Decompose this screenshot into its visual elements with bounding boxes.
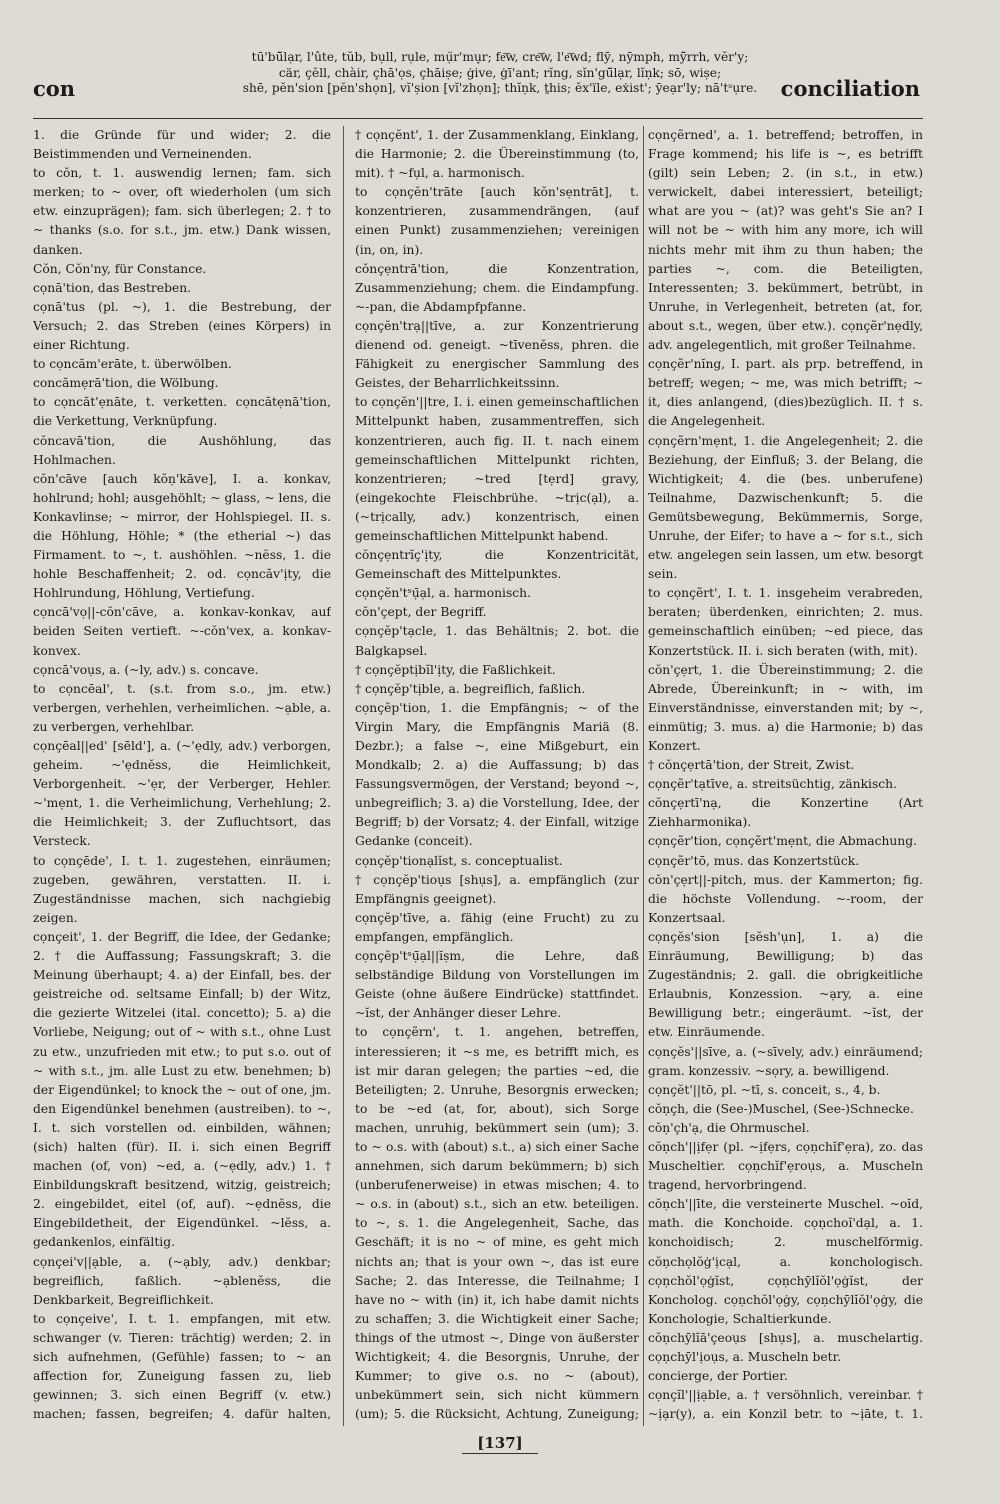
- dictionary-entry: cŏnçẹntrĭç'ịty, die Konzentricität, Gemeinschaft des Mittelpunktes.: [355, 548, 639, 582]
- dictionary-entry: Cŏn, Cŏn'ny, für Constance.: [33, 261, 207, 276]
- dictionary-entry: to cọnçẽrn', t. 1. angehen, betreffen, interessieren; it ~s me, es betrifft mich, es ist mir daran gelegen; the parties ~ed, die Beteiligten; 2. Unruhe, Besorgnis erwecken; to be ~ed (at, for, about), sich Sorge machen, unruhig, bekümmert sein (um); 3. to ~ o.s. with (about) s.t., a) sich einer Sache annehmen, sich darum bekümmern; b) sich (unberufenerweise) in etwas mischen; 4. to ~ o.s. in (about) s.t., sich an etw. beteiligen. to ~, s. 1. die Angelegenheit, Sache, das Geschäft; it is no ~ of mine, es geht mich nichts an; that is your own ~, das ist eure Sache; 2. das Interesse, die Teilnahme; I have no ~ with (in) it, ich habe damit nichts zu schaffen; 3. die Wichtigkeit einer Sache; things of the utmost ~, Dinge von äußerster Wichtigkeit; 4. die Besorgnis, Unruhe, der Kummer; to give o.s. no ~ (about), unbekümmert sein, sich nicht kümmern (um); 5. die Rücksicht, Achtung, Zuneigung;: [355, 1025, 639, 1422]
- column-divider-2: [643, 126, 644, 1426]
- dictionary-entry: cọnçĕs'sion [sĕsh'ụn], 1. a) die Einräumung, Bewilligung; b) das Zugeständnis; 2. gall. die obrigkeitliche Erlaubnis, Konzession. ~ạry, a. eine Bewilligung betr.; eingeräumt. ~ĭst, der etw. Einräumende.: [648, 929, 923, 1040]
- dictionary-entry: cŏnçẹntrā'tion, die Konzentration, Zusammenziehung; chem. die Eindampfung. ~-pan, die Abdampfpfanne.: [355, 261, 639, 314]
- dictionary-entry: cọnçĕp'tạcle, 1. das Behältnis; 2. bot. die Balgkapsel.: [355, 624, 639, 658]
- dictionary-entry: to cọnçĕn'trāte [auch kŏn'sẹntrāt], t. konzentrieren, zusammendrängen, (auf einen Punkt) zusammenziehen; vereinigen (in, on, in).: [355, 185, 639, 257]
- dictionary-entry: † cọnçĕnt', 1. der Zusammenklang, Einklang, die Harmonie; 2. die Übereinstimmung (to, mit). † ~fụl, a. harmonisch.: [355, 128, 639, 181]
- dictionary-entry: † cọnçĕp'tioụs [shụs], a. empfänglich (zur Empfängnis geeignet).: [355, 872, 639, 906]
- dictionary-entry: cọnçĭl'||ịạble, a. † versöhnlich, vereinbar. † ~ịạr(y), a. ein Konzil betr. to ~ịāte, t. 1.: [648, 1388, 923, 1422]
- dictionary-entry: cọnçẽr'tạtīve, a. streitsüchtig, zänkisch.: [648, 777, 897, 792]
- dictionary-entry: cọnçĕn'tˢụ̄ạl, a. harmonisch.: [355, 586, 531, 601]
- dictionary-entry: cọnçēal||ed' [sēld'], a. (~'ẹdly, adv.) verborgen, geheim. ~'ẹdnĕss, die Heimlichkeit, Verborgenheit. ~'ẹr, der Verberger, Hehler. ~'mẹnt, 1. die Verheimlichung, Verhehlung; 2. die Heimlichkeit; 3. der Zufluchtsort, das Versteck.: [33, 739, 331, 849]
- dictionary-entry: cọnçĕp'tion, 1. die Empfängnis; ~ of the Virgin Mary, die Empfängnis Mariä (8. Dezbr.); a false ~, eine Mißgeburt, ein Mondkalb; 2. a) die Auffassung; b) das Fassungsvermögen, der Verstand; beyond ~, unbegreiflich; 3. a) die Vorstellung, Idee, der Begriff; b) der Vorsatz; 4. der Einfall, witzige Gedanke (conceit).: [355, 700, 639, 849]
- dictionary-entry: cọnçẽrn'mẹnt, 1. die Angelegenheit; 2. die Beziehung, der Einfluß; 3. der Belang, die Wichtigkeit; 4. die (bes. unberufene) Teilnahme, Dazwischenkunft; 5. die Gemütsbewegung, Bekümmernis, Sorge, Unruhe, der Eifer; to have a ~ for s.t., sich etw. angelegen sein lassen, um etw. besorgt sein.: [648, 433, 923, 582]
- dictionary-entry: cọnçĕp'tˢụ̄ạl||ĭṣm, die Lehre, daß selbständige Bildung von Vorstellungen im Geiste (ohne äußere Eindrücke) stattfindet. ~ĭst, der Anhänger dieser Lehre.: [355, 949, 639, 1021]
- column-divider-1: [343, 126, 344, 1426]
- dictionary-entry: to cọnçeive', I. t. 1. empfangen, mit etw. schwanger (v. Tieren: trächtig) werden; 2. in sich aufnehmen, (Gefühle) fassen; to ~ an affection for, Zuneigung fassen zu, lieb gewinnen; 3. sich einen Begriff (v. etw.) machen; fassen, begreifen; 4. dafür halten,: [33, 1311, 331, 1422]
- dictionary-entry: cọnçei'v||ạble, a. (~ạbly, adv.) denkbar; begreiflich, faßlich. ~ạblenĕss, die Denkbarkeit, Begreiflichkeit.: [33, 1254, 331, 1307]
- dictionary-entry: cọnçẽr'tō, mus. das Konzertstück.: [648, 853, 860, 868]
- pronunciation-line-2: cär, çĕll, chàir, çhā'ọs, çhāiṣe; ġive, ġī'ant; rĭng, sĭn'gū̆lạr, lĭṇk; sō, wiṣe;: [278, 65, 722, 80]
- dictionary-entry: cŏn'çẹrt, 1. die Übereinstimmung; 2. die Abrede, Übereinkunft; in ~ with, im Einverständnisse, einverstanden mit; by ~, einmütig; 3. mus. a) die Harmonie; b) das Konzert.: [648, 662, 923, 753]
- dictionary-entry: cọnçĕp'tionạlĭst, s. conceptualist.: [355, 853, 563, 868]
- dictionary-entry: cọncā'voụs, a. (~ly, adv.) s. concave.: [33, 662, 259, 677]
- dictionary-entry: † cŏnçẹrtā'tion, der Streit, Zwist.: [648, 758, 855, 773]
- page-number: [137]: [477, 1434, 523, 1452]
- page-number-underline: [462, 1453, 538, 1454]
- dictionary-entry: cŏn'çept, der Begriff.: [355, 605, 487, 620]
- header-rule: [33, 118, 923, 119]
- dictionary-entry: cọnçẽr'tion, cọnçẽrt'mẹnt, die Abmachung.: [648, 834, 918, 849]
- dictionary-entry: to cọnçĕn'||tre, I. i. einen gemeinschaftlichen Mittelpunkt haben, zusammentreffen, sich konzentrieren, auch fig. II. t. nach einem gemeinschaftlichen Mittelpunkt richten, konzentrieren; ~tred [tẹrd] gravy, (eingekochte Fleischbrühe. ~trịc(ạl), a. (~trịcally, adv.) konzentrisch, einen gemeinschaftlichen Mittelpunkt habend.: [355, 395, 639, 543]
- header-right-word: conciliation: [780, 76, 920, 101]
- dictionary-entry: cŏṇ'çh'ạ, die Ohrmuschel.: [648, 1120, 810, 1135]
- pronunciation-line-1: tū'bū̆lạr, l'ûte, tŭb, bụll, rụle, mụ̈r'mụ̣r; fe͞w, cre͞w, l'e͞wd; flȳ, nȳmph, mȳ̆rrh, vĕr'y;: [251, 50, 749, 64]
- dictionary-entry: cŏṇçh, die (See-)Muschel, (See-)Schnecke.: [648, 1101, 914, 1116]
- dictionary-entry: cọnā'tus (pl. ~), 1. die Bestrebung, der Versuch; 2. das Streben (eines Körpers) in einer Richtung.: [33, 299, 331, 353]
- pronunciation-line-3: shē, pĕn'sion [pĕn'shọn], vĭ'ṣion [vĭ'zhọn]; thĭṇk, ṯhis; ĕx'ïle, eẋist'; ȳeạr'ly; nā'tˢụre.: [242, 81, 758, 96]
- dictionary-entry: to cọnçẽrt', I. t. 1. insgeheim verabreden, beraten; überdenken, einrichten; 2. mus. gemeinschaftlich einüben; ~ed piece, das Konzertstück. II. i. sich beraten (with, mit).: [648, 586, 923, 658]
- dictionary-entry: cŏṇch'||ịfẹr (pl. ~ịfẹrs, cọṇchĭf'ẹra), zo. das Muscheltier. cọṇchĭf'ẹroụs, a. Muscheln tragend, hervorbringend.: [648, 1139, 923, 1193]
- column-3: [648, 126, 923, 1426]
- dictionary-entry: to cọncăt'ẹnāte, t. verketten. cọncătẹnā'tion, die Verkettung, Verknüpfung.: [33, 395, 331, 429]
- pronunciation-guide: [205, 50, 795, 97]
- dictionary-entry: cọnā'tion, das Bestreben.: [33, 280, 192, 295]
- dictionary-entry: cŏṇchȳlĭā'çeoụs [shụs], a. muschelartig. cọṇchȳl'ịoụs, a. Muscheln betr.: [648, 1330, 923, 1364]
- dictionary-entry: cọnçeit', 1. der Begriff, die Idee, der Gedanke; 2. † die Auffassung; Fassungskraft; 3. die Meinung überhaupt; 4. a) der Einfall, bes. der geistreiche od. seltsame Einfall; b) der Witz, die gezierte Witzelei (ital. concetto); 5. a) die Vorliebe, Neigung; out of ~ with s.t., ohne Lust zu etw., unzufrieden mit etw.; to put s.o. out of ~ with s.t., jm. alle Lust zu etw. benehmen; b) der Eigendünkel; to knock the ~ out of one, jm. den Eigendünkel benehmen (austreiben). to ~, I. t. sich vorstellen od. einbilden, wähnen; (sich) halten (für). II. i. sich einen Begriff machen (of, von) ~ed, a. (~ẹdly, adv.) 1. † Einbildungskraft besitzend, witzig, geistreich; 2. eingebildet, eitel (of, auf). ~ẹdnĕss, die Eingebildetheit, der Eigendünkel. ~lĕss, a. gedankenlos, einfältig.: [33, 929, 331, 1250]
- dictionary-entry: cọnçĕt'||tō, pl. ~tī, s. conceit, s., 4, b.: [648, 1082, 881, 1097]
- dictionary-entry: cŏncavā'tion, die Aushöhlung, das Hohlmachen.: [33, 433, 331, 467]
- dictionary-entry: 1. die Gründe für und wider; 2. die Beistimmenden und Verneinenden.: [33, 128, 331, 162]
- dictionary-entry: cọnçẽrned', a. 1. betreffend; betroffen, in Frage kommend; his life is ~, es betrifft (gilt) sein Leben; 2. (in s.t., in etw.) verwickelt, dabei interessiert, beteiligt; what are you ~ (at)? was geht's Sie an? I will not be ~ with him any more, ich will nichts mehr mit ihm zu thun haben; the parties ~, com. die Beteiligten, Interessenten; 3. bekümmert, betrübt, in Unruhe, in Verlegenheit, betreten (at, for, about s.t., wegen, über etw.). cọnçẽr'nẹdly, adv. angelegentlich, mit großer Teilnahme.: [648, 128, 923, 353]
- dictionary-entry: cọnçĕp'tīve, a. fähig (eine Frucht) zu zu empfangen, empfänglich.: [355, 910, 639, 944]
- dictionary-entry: cọnçẽr'nĭng, I. part. als prp. betreffend, in betreff; wegen; ~ me, was mich betrifft; ~ it, dies anlangend, (dies)bezüglich. II. † s. die Angelegenheit.: [648, 357, 923, 429]
- dictionary-entry: cŏṇch'||īte, die versteinerte Muschel. ~oĭd, math. die Konchoide. cọṇchoĭ'dạl, a. 1. konchoidisch; 2. muschelförmig. cŏṇchọlŏġ'ịcạl, a. konchologisch. cọṇchŏl'ọġĭst, cọṇchȳlĭŏl'ọġĭst, der Koncholog. cọṇchŏl'ọġy, cọṇchȳlĭŏl'ọġy, die Konchologie, Schaltierkunde.: [648, 1197, 923, 1326]
- dictionary-entry: † cọnçĕptịbĭl'ịty, die Faßlichkeit.: [355, 662, 556, 677]
- dictionary-entry: cŏn'cāve [auch kŏṇ'kāve], I. a. konkav, hohlrund; hohl; ausgehöhlt; ~ glass, ~ lens, die Konkavlinse; ~ mirror, der Hohlspiegel. II. s. die Höhlung, Höhle; * (the etherial ~) das Firmament. to ~, t. aushöhlen. ~nĕss, 1. die hohle Beschaffenheit; 2. od. cọncăv'ịty, die Hohlrundung, Höhlung, Vertiefung.: [33, 471, 331, 601]
- dictionary-entry: cọncā'vọ||-cŏn'cāve, a. konkav-konkav, auf beiden Seiten vertieft. ~-cŏn'vex, a. konkav-konvex.: [33, 605, 331, 658]
- dictionary-entry: concierge, der Portier.: [648, 1369, 788, 1384]
- header-left-word: con: [33, 76, 76, 101]
- dictionary-entry: cŏn'çẹrt||-pitch, mus. der Kammerton; fig. die höchste Vollendung. ~-room, der Konzertsaal.: [648, 872, 923, 925]
- dictionary-entry: to cŏn, t. 1. auswendig lernen; fam. sich merken; to ~ over, oft wiederholen (um sich etw. einzuprägen); fam. sich überlegen; 2. † to ~ thanks (s.o. for s.t., jm. etw.) Dank wissen, danken.: [33, 166, 331, 257]
- dictionary-entry: to cọncēal', t. (s.t. from s.o., jm. etw.) verbergen, verhehlen, verheimlichen. ~ạble, a. zu verbergen, verhehlbar.: [33, 681, 331, 734]
- dictionary-entry: † cọnçĕp'tịble, a. begreiflich, faßlich.: [355, 681, 586, 696]
- column-2: [355, 126, 639, 1426]
- dictionary-entry: cọnçĕn'trạ||tīve, a. zur Konzentrierung dienend od. geneigt. ~tīvenĕss, phren. die Fähigkeit zu energischer Sammlung des Geistes, der Beharrlichkeitssinn.: [355, 318, 639, 391]
- column-1: [33, 126, 331, 1426]
- dictionary-entry: concămẹrā'tion, die Wölbung.: [33, 376, 219, 391]
- dictionary-entry: cŏnçẹrtī'nạ, die Konzertine (Art Ziehharmonika).: [648, 796, 923, 830]
- dictionary-entry: cọnçĕs'||sīve, a. (~sīvely, adv.) einräumend; gram. konzessiv. ~sọry, a. bewilligend.: [648, 1044, 923, 1078]
- dictionary-entry: to cọncăm'erāte, t. überwölben.: [33, 357, 232, 372]
- dictionary-entry: to cọnçēde', I. t. 1. zugestehen, einräumen; zugeben, gewähren, verstatten. II. i. Zugeständnisse machen, sich nachgiebig zeigen.: [33, 853, 331, 925]
